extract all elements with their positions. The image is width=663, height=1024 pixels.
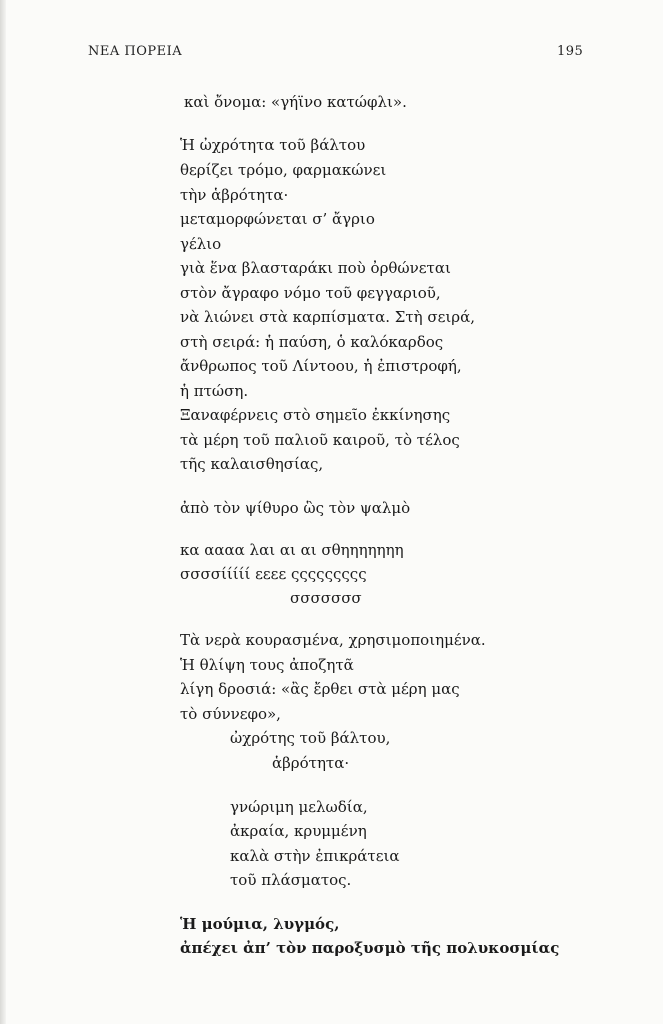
- poem-line: ὠχρότης τοῦ βάλτου,: [230, 729, 391, 747]
- page-number: 195: [557, 44, 584, 59]
- poem-line: ἁβρότητα·: [272, 754, 350, 772]
- poem-line: Ἡ θλίψη τους ἀποζητᾶ: [180, 656, 354, 674]
- poem-line: λίγη δροσιά: «ἂς ἔρθει στὰ μέρη μας: [180, 680, 460, 698]
- page-spine-shadow: [0, 0, 6, 1024]
- poem-line: Ἡ ὠχρότητα τοῦ βάλτου: [180, 136, 366, 154]
- poem-line: στὴ σειρά: ἡ παύση, ὁ καλόκαρδος: [180, 333, 444, 351]
- poem-line: Ξαναφέρνεις στὸ σημεῖο ἐκκίνησης: [180, 406, 451, 424]
- poem-line: τὴν ἁβρότητα·: [180, 186, 289, 204]
- poem-line: στὸν ἄγραφο νόμο τοῦ φεγγαριοῦ,: [180, 284, 441, 302]
- poem-line: ἡ πτώση.: [180, 382, 249, 400]
- poem-line: ἄνθρωπος τοῦ Λίντοου, ἡ ἐπιστροφή,: [180, 357, 462, 375]
- running-head-journal-title: ΝΕΑ ΠΟΡΕΙΑ: [88, 44, 183, 59]
- poem-line: τὸ σύννεφο»,: [180, 705, 281, 723]
- poem-line: γνώριμη μελωδία,: [230, 798, 368, 816]
- poem-line: καλὰ στὴν ἐπικράτεια: [230, 847, 400, 865]
- poem-line: ἀκραία, κρυμμένη: [230, 822, 367, 840]
- poem-line: κα αααα λαι αι αι σθηηηηηηη: [180, 541, 404, 559]
- poem-line: σσσσίίίίί εεεε ςςςςςςςςς: [180, 565, 367, 583]
- poem-line-bold: Ἡ μούμια, λυγμός,: [180, 915, 340, 933]
- poem-line: καὶ ὄνομα: «γήϊνο κατώφλι».: [184, 93, 407, 111]
- poem-line: νὰ λιώνει στὰ καρπίσματα. Στὴ σειρά,: [180, 308, 476, 326]
- poem-line: τοῦ πλάσματος.: [230, 871, 352, 889]
- poem-line: σσσσσσσ: [290, 589, 362, 607]
- poem-line: Τὰ νερὰ κουρασμένα, χρησιμοποιημένα.: [180, 631, 486, 649]
- poem-line: θερίζει τρόμο, φαρμακώνει: [180, 161, 387, 179]
- poem-line: ἀπὸ τὸν ψίθυρο ὣς τὸν ψαλμὸ: [180, 499, 411, 517]
- poem-line: μεταμορφώνεται σ’ ἄγριο: [180, 210, 375, 228]
- poem-line: τὰ μέρη τοῦ παλιοῦ καιροῦ, τὸ τέλος: [180, 431, 460, 449]
- poem-line: τῆς καλαισθησίας,: [180, 455, 324, 473]
- poem-line: γέλιο: [180, 235, 222, 253]
- poem-line-bold: ἀπέχει ἀπ’ τὸν παροξυσμὸ τῆς πολυκοσμίας: [180, 939, 560, 957]
- poem-line: γιὰ ἕνα βλασταράκι ποὺ ὀρθώνεται: [180, 259, 451, 277]
